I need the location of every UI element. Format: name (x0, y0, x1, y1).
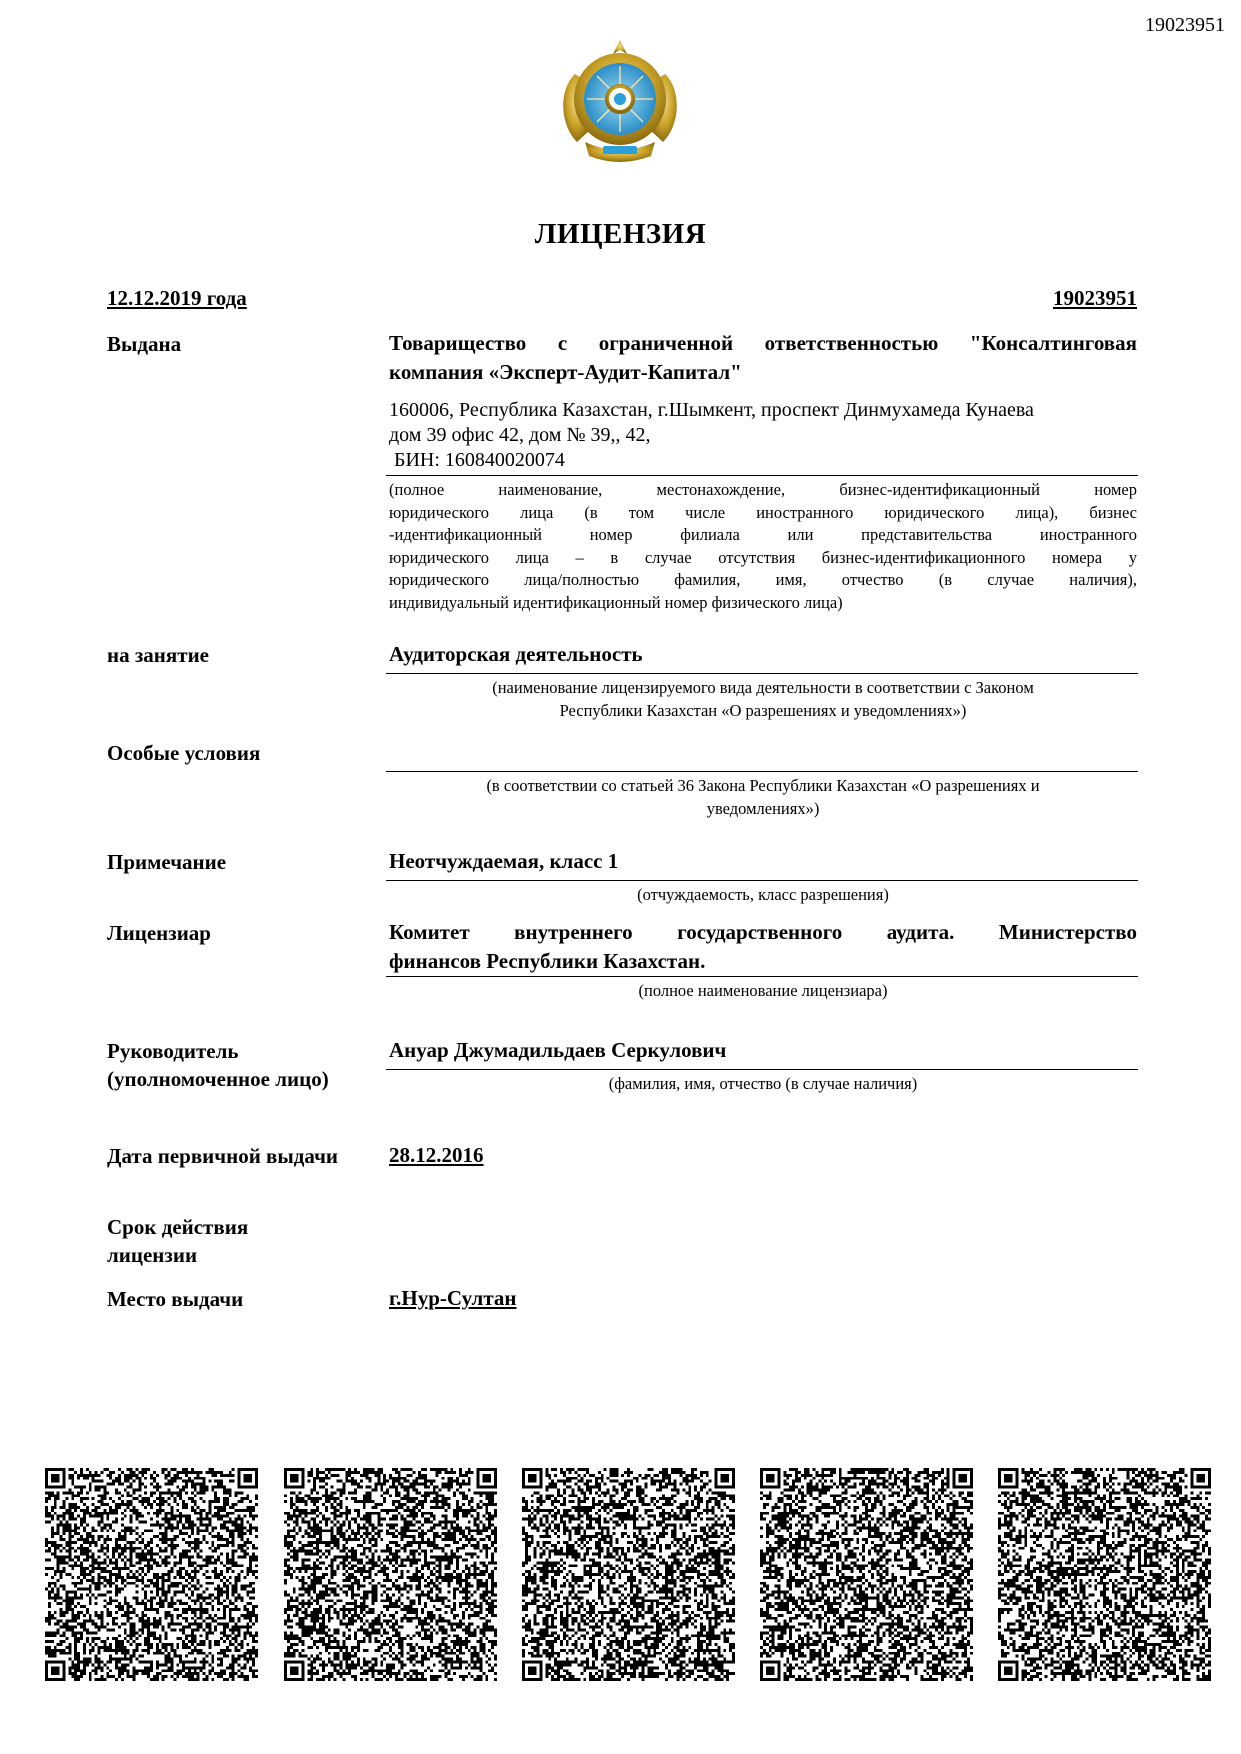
remark-label: Примечание (107, 850, 227, 874)
licensee-bin: БИН: 160840020074 (389, 449, 565, 471)
issued-to-label: Выдана (107, 332, 182, 356)
licensee-name-line-2: компания «Эксперт-Аудит-Капитал" (389, 360, 742, 384)
issued-to-hint-line-4: юридического лица – в случае отсутствия бизнес-идентификационного номера у (389, 547, 1137, 567)
special-conditions-hint-line-1: (в соответствии со статьей 36 Закона Республики Казахстан «О разрешениях и (486, 776, 1040, 795)
place-label: Место выдачи (107, 1287, 244, 1311)
licensor-hint: (полное наименование лицензиара) (638, 981, 888, 1000)
head-label-line-2: (уполномоченное лицо) (107, 1067, 329, 1091)
head-hint: (фамилия, имя, отчество (в случае наличия) (608, 1074, 918, 1093)
first-issue-date: 28.12.2016 (389, 1143, 484, 1167)
issue-date: 12.12.2019 года (107, 286, 247, 310)
qr-code (284, 1468, 497, 1681)
licensor-name-line-1: Комитет внутреннего государственного аудита. Министерство (389, 920, 1137, 944)
activity-hint-line-2: Республики Казахстан «О разрешениях и уведомлениях») (559, 700, 967, 720)
issued-to-hint-line-5: юридического лица/полностью фамилия, имя, отчество (в случае наличия), (389, 570, 1137, 589)
validity-label-line-2: лицензии (107, 1243, 198, 1267)
head-label-line-1: Руководитель (107, 1039, 239, 1063)
qr-code (760, 1468, 973, 1681)
special-conditions-hint-line-2: уведомлениях») (706, 798, 820, 818)
qr-code (998, 1468, 1211, 1681)
remark-hint: (отчуждаемость, класс разрешения) (637, 885, 889, 904)
activity-label: на занятие (107, 643, 209, 667)
issued-to-hint-line-6: индивидуальный идентификационный номер физического лица) (389, 592, 843, 612)
issued-to-hint-line-3: -идентификационный номер филиала или представительства иностранного (389, 525, 1137, 544)
licensor-label: Лицензиар (107, 921, 211, 945)
field-underline (386, 976, 1138, 977)
state-emblem-icon (555, 34, 685, 169)
validity-label-line-1: Срок действия (107, 1215, 249, 1239)
issued-to-hint-line-1: (полное наименование, местонахождение, бизнес-идентификационный номер (389, 480, 1137, 499)
first-issue-label: Дата первичной выдачи (107, 1144, 339, 1168)
field-underline (386, 475, 1138, 476)
field-underline (386, 1069, 1138, 1070)
field-underline (386, 673, 1138, 674)
issued-to-hint-line-2: юридического лица (в том числе иностранного юридического лица), бизнес (389, 502, 1137, 522)
qr-code (45, 1468, 258, 1681)
qr-code (522, 1468, 735, 1681)
licensee-address-line-2: дом 39 офис 42, дом № 39,, 42, (389, 424, 651, 446)
place-value: г.Нур-Султан (389, 1286, 517, 1310)
corner-document-number: 19023951 (1145, 14, 1225, 36)
licensor-name-line-2: финансов Республики Казахстан. (389, 949, 706, 973)
licensee-name-line-1: Товарищество с ограниченной ответственностью "Консалтинговая (389, 331, 1137, 355)
field-underline (386, 880, 1138, 881)
head-name: Ануар Джумадильдаев Серкулович (389, 1038, 727, 1062)
field-underline (386, 771, 1138, 772)
special-conditions-label: Особые условия (107, 741, 261, 765)
document-title: ЛИЦЕНЗИЯ (534, 218, 707, 250)
activity-hint-line-1: (наименование лицензируемого вида деятельности в соответствии с Законом (492, 678, 1034, 697)
activity-value: Аудиторская деятельность (389, 642, 643, 666)
license-number: 19023951 (1053, 286, 1137, 310)
remark-value: Неотчуждаемая, класс 1 (389, 849, 619, 873)
licensee-address-line-1: 160006, Республика Казахстан, г.Шымкент, проспект Динмухамеда Кунаева (389, 399, 1034, 421)
